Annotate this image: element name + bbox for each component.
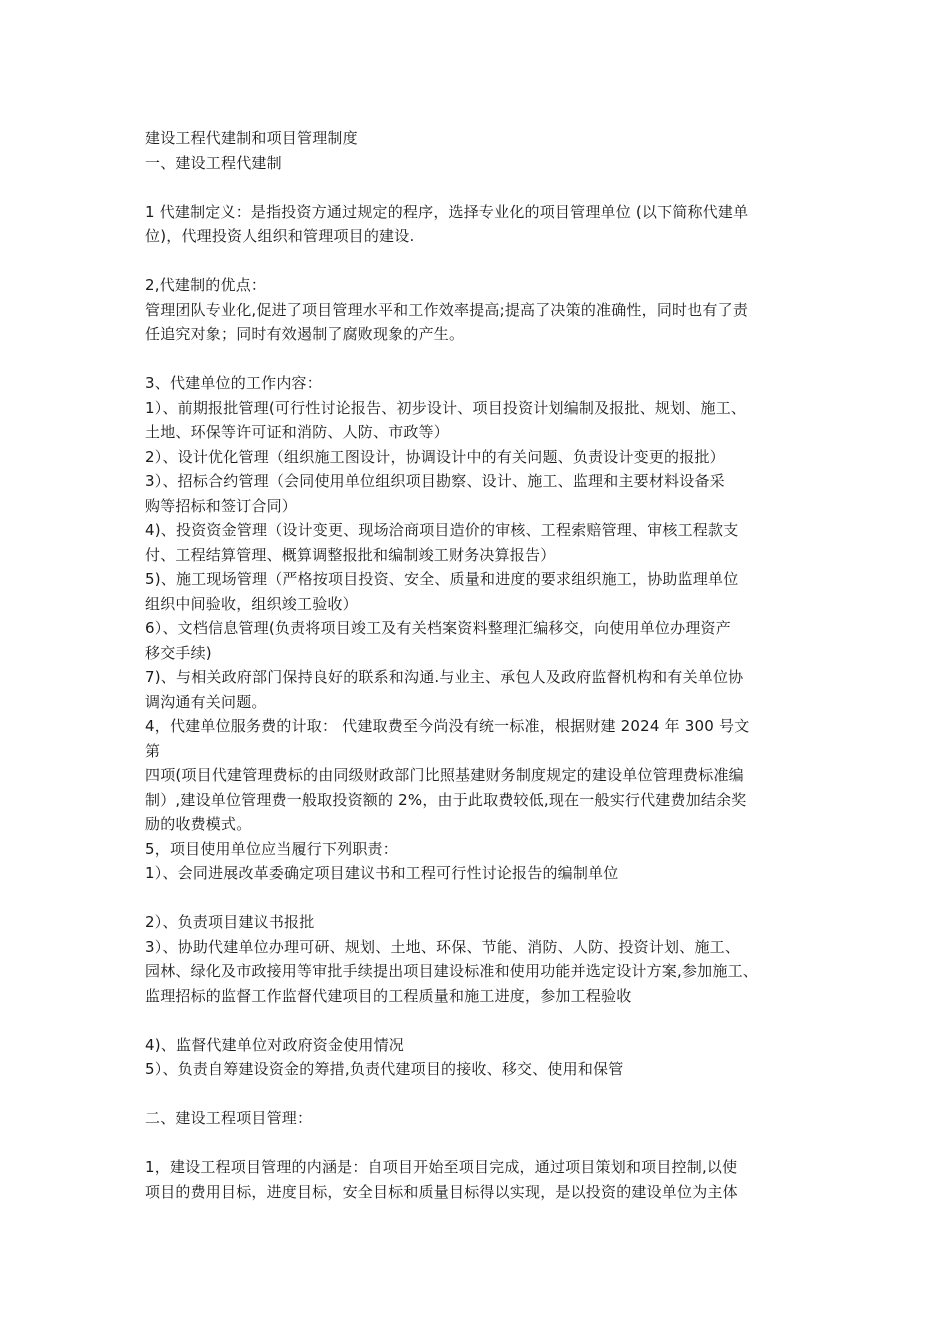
text-line: 3）、招标合约管理（会同使用单位组织项目勘察、设计、施工、监理和主要材料设备采 [145,472,725,490]
blank-line [145,1008,817,1033]
text-line: 项目的费用目标，进度目标，安全目标和质量目标得以实现，是以投资的建设单位为主体 [145,1182,738,1201]
text-line: 土地、环保等许可证和消防、人防、市政等） [145,423,450,441]
text-line: 2）、负责项目建议书报批 [145,913,315,931]
text-line: 购等招标和签订合同） [145,496,298,515]
text-line: 1）、前期报批管理(可行性讨论报告、初步设计、项目投资计划编制及报批、规划、施工、 [145,398,747,417]
text-line: 4)、监督代建单位对政府资金使用情况 [145,1035,404,1054]
text-line: 四项(项目代建管理费标的由同级财政部门比照基建财务制度规定的建设单位管理费标准编 [145,766,744,784]
text-line: 5）、负责自筹建设资金的筹措,负责代建项目的接收、移交、使用和保管 [145,1060,624,1078]
text-line: 付、工程结算管理、概算调整报批和编制竣工财务决算报告） [145,545,556,564]
text-line: 任追究对象；同时有效遏制了腐败现象的产生。 [145,325,465,343]
text-line: 调沟通有关问题。 [145,692,267,711]
text-line: 5)、施工现场管理（严格按项目投资、安全、质量和进度的要求组织施工，协助监理单位 [145,570,739,588]
text-line: 制）,建设单位管理费一般取投资额的 2%，由于此取费较低,现在一般实行代建费加结余奖 [145,790,747,809]
text-line: 1 代建制定义：是指投资方通过规定的程序，选择专业化的项目管理单位 (以下简称代建单 [145,202,749,221]
blank-line [145,1082,817,1107]
text-line: 监理招标的监督工作监督代建项目的工程质量和施工进度，参加工程验收 [145,986,632,1005]
text-line: 二、建设工程项目管理： [145,1109,313,1127]
blank-line [145,175,817,200]
text-line: 6）、文档信息管理(负责将项目竣工及有关档案资料整理汇编移交，向使用单位办理资产 [145,619,731,637]
text-line: 1，建设工程项目管理的内涵是：自项目开始至项目完成，通过项目策划和项目控制,以使 [145,1158,738,1176]
blank-line [145,347,817,372]
text-line: 移交手续) [145,643,212,662]
text-line: 第 [145,741,161,760]
text-line: 4，代建单位服务费的计取： 代建取费至今尚没有统一标准，根据财建 2024 年 300 号文 [145,717,750,735]
text-line: 5，项目使用单位应当履行下列职责： [145,839,398,858]
text-line: 3、代建单位的工作内容： [145,374,322,392]
text-line: 3）、协助代建单位办理可研、规划、土地、环保、节能、消防、人防、投资计划、施工、 [145,937,741,956]
text-line: 1）、会同进展改革委确定项目建议书和工程可行性讨论报告的编制单位 [145,864,619,882]
blank-line [145,249,817,274]
document-body [145,126,817,1204]
text-line: 励的收费模式。 [145,815,252,833]
text-line: 园林、绿化及市政接用等审批手续提出项目建设标准和使用功能并选定设计方案,参加施工、 [145,962,758,980]
text-line: 7)、与相关政府部门保持良好的联系和沟通.与业主、承包人及政府监督机构和有关单位协 [145,668,744,686]
document-title: 建设工程代建制和项目管理制度 [145,129,358,147]
text-line: 一、建设工程代建制 [145,153,282,172]
text-line: 位)，代理投资人组织和管理项目的建设. [145,227,415,245]
text-line: 4)、投资资金管理（设计变更、现场洽商项目造价的审核、工程索赔管理、审核工程款支 [145,521,739,539]
text-line: 管理团队专业化,促进了项目管理水平和工作效率提高;提高了决策的准确性，同时也有了责 [145,300,749,319]
blank-line [145,886,817,911]
text-line: 2）、设计优化管理（组织施工图设计，协调设计中的有关问题、负责设计变更的报批） [145,447,725,466]
text-line: 组织中间验收，组织竣工验收） [145,594,358,613]
text-line: 2,代建制的优点： [145,276,267,294]
blank-line [145,1131,817,1156]
